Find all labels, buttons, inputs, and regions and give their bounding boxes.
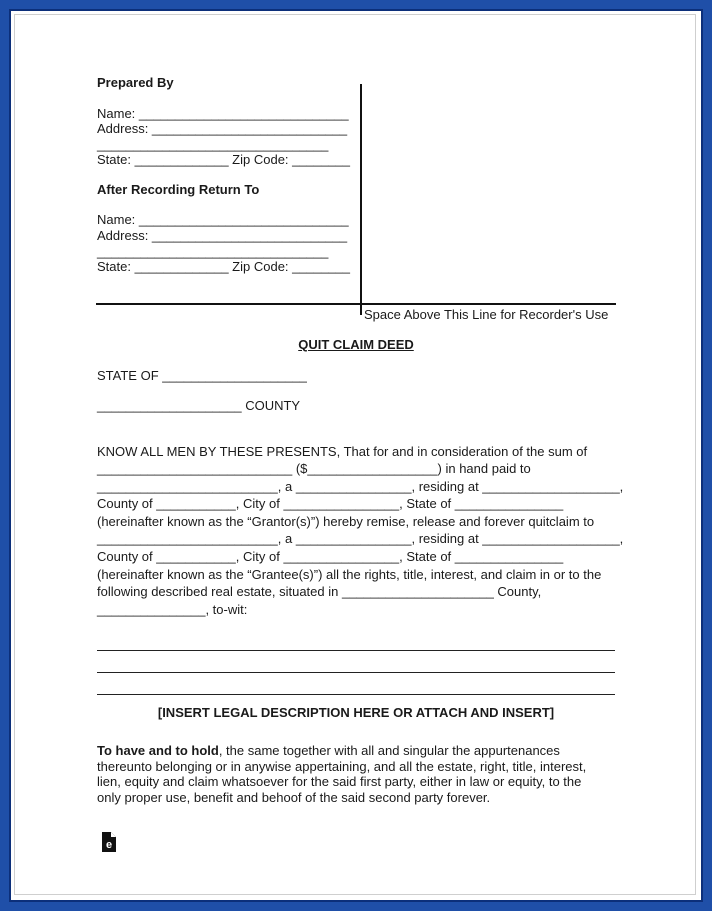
- body-line: _________________________, a ________________, residing at ___________________,: [97, 479, 624, 494]
- county-line: ____________________ COUNTY: [97, 398, 301, 413]
- body-line: (hereinafter known as the “Grantor(s)”) hereby remise, release and forever quitclaim to: [97, 514, 595, 529]
- return-to-blank-line: ________________________________: [97, 244, 329, 259]
- body-line: County of ___________, City of ________________, State of _______________: [97, 549, 564, 564]
- recorder-divider-horizontal: [96, 303, 616, 305]
- legal-description-instruction: [INSERT LEGAL DESCRIPTION HERE OR ATTACH AND INSERT]: [157, 705, 555, 720]
- svg-text:e: e: [105, 839, 113, 851]
- return-to-heading: After Recording Return To: [97, 182, 260, 197]
- prepared-by-blank-line: ________________________________: [97, 137, 329, 152]
- habendum-lead: To have and to hold: [97, 743, 219, 758]
- body-line: following described real estate, situated in _____________________ County,: [97, 584, 542, 599]
- legal-description-blank-line: [97, 650, 615, 651]
- body-line: KNOW ALL MEN BY THESE PRESENTS, That for and in consideration of the sum of: [97, 444, 588, 459]
- body-line: County of ___________, City of ________________, State of _______________: [97, 496, 564, 511]
- habendum-line-4: only proper use, benefit and behoof of the said second party forever.: [97, 790, 491, 805]
- deed-title: QUIT CLAIM DEED: [298, 337, 414, 352]
- habendum-line-2: thereunto belonging or in anywise appertaining, and all the estate, right, title, interest,: [97, 759, 587, 774]
- recorder-divider-vertical: [360, 84, 362, 315]
- prepared-by-address: Address: ___________________________: [97, 121, 348, 136]
- body-line: ___________________________ ($__________________) in hand paid to: [97, 461, 531, 476]
- habendum-line-3: lien, equity and claim whatsoever for the said first party, either in law or equity, to the: [97, 774, 582, 789]
- legal-description-blank-line: [97, 672, 615, 673]
- return-to-name: Name: _____________________________: [97, 212, 349, 227]
- habendum-text: , the same together with all and singular the appurtenances: [218, 743, 560, 758]
- legal-description-blank-line: [97, 694, 615, 695]
- prepared-by-name: Name: _____________________________: [97, 106, 349, 121]
- prepared-by-state-zip: State: _____________ Zip Code: ________: [97, 152, 350, 167]
- eforms-logo-icon: [101, 831, 117, 853]
- body-line: (hereinafter known as the “Grantee(s)”) all the rights, title, interest, and claim in or to the: [97, 567, 602, 582]
- return-to-state-zip: State: _____________ Zip Code: ________: [97, 259, 350, 274]
- recorder-note: Space Above This Line for Recorder's Use: [364, 307, 609, 322]
- habendum-line-1: [97, 743, 560, 759]
- document-page: [14, 14, 696, 895]
- return-to-address: Address: ___________________________: [97, 228, 348, 243]
- state-of-line: STATE OF ____________________: [97, 368, 307, 383]
- prepared-by-heading: Prepared By: [97, 75, 174, 90]
- body-line: _______________, to-wit:: [97, 602, 248, 617]
- body-line: _________________________, a ________________, residing at ___________________,: [97, 531, 624, 546]
